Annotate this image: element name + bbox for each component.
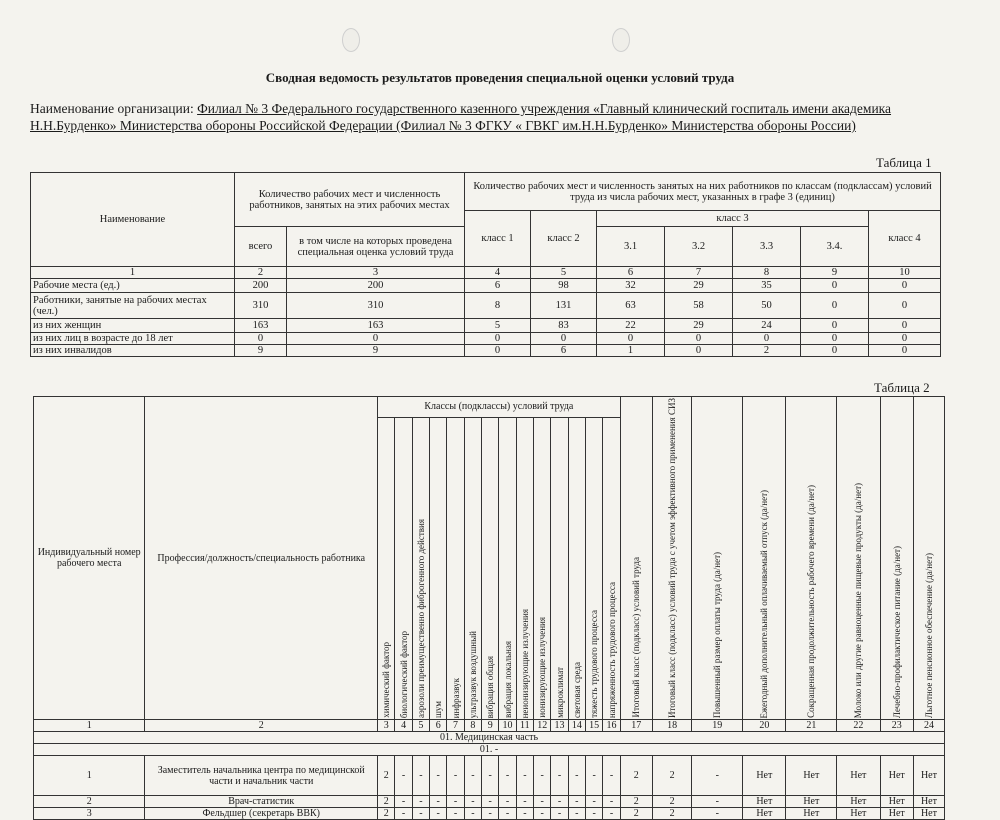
organization-name: Филиал № 3 Федерального государственного казенного учреждения «Главный клинический госпиталь имени академика Н.Н.Бурденко» Министерства обороны Российской Федерации (Филиал № 3 ФГКУ « ГВКГ им.Н.Н.Бурденко» Министерства обороны России): [30, 101, 892, 133]
t2-col-number: 1: [34, 720, 145, 732]
t1-col-number: 3: [287, 267, 465, 279]
t2-header-v14: [603, 417, 620, 719]
t1-cell: 0: [801, 345, 869, 357]
t1-row: [31, 345, 941, 357]
t2-cell: -: [447, 808, 464, 820]
t1-row: [31, 279, 941, 293]
t2-cell: Нет: [880, 756, 913, 796]
t2-cell: -: [499, 756, 516, 796]
t2-header-v7: [482, 417, 499, 719]
t2-row-profession: Фельдшер (секретарь ВВК): [145, 808, 378, 820]
table1-caption: Таблица 1: [876, 155, 932, 170]
t2-cell: -: [516, 756, 533, 796]
t1-cell: 0: [801, 333, 869, 345]
t1-col-number: 10: [869, 267, 941, 279]
t2-cell: -: [551, 808, 568, 820]
t2-cell: 2: [620, 756, 652, 796]
t1-header-assessed: в том числе на которых проведена специальная оценка условий труда: [287, 227, 465, 267]
t1-col-number: 8: [733, 267, 801, 279]
t2-col-number: 19: [692, 720, 743, 732]
t2-vertical-label: вибрация общая: [485, 655, 496, 718]
t2-cell: 2: [652, 796, 692, 808]
t2-cell: -: [412, 808, 429, 820]
t1-cell: 0: [869, 333, 941, 345]
t1-cell: 163: [235, 319, 287, 333]
t1-col-number: 4: [465, 267, 531, 279]
t1-col-number: 6: [597, 267, 665, 279]
t2-col-number: 4: [395, 720, 412, 732]
table2-caption: Таблица 2: [874, 380, 930, 395]
t2-header-v13: [586, 417, 603, 719]
t2-cell: -: [568, 796, 585, 808]
t2-header-classes: Классы (подклассы) условий труда: [378, 397, 621, 418]
t1-cell: 0: [801, 319, 869, 333]
t2-row-profession: Заместитель начальника центра по медицинской части и начальник части: [145, 756, 378, 796]
t2-header-v17: Повышенный размер оплаты труда (да/нет): [692, 397, 743, 720]
t1-cell: 0: [869, 279, 941, 293]
t1-cell: 29: [665, 319, 733, 333]
t1-col-number: 9: [801, 267, 869, 279]
t2-cell: -: [534, 808, 551, 820]
t1-cell: 63: [597, 293, 665, 319]
t2-header-v21: Лечебно-профилактическое питание (да/нет): [880, 397, 913, 720]
t2-header-v6: [464, 417, 481, 719]
t1-cell: 2: [733, 345, 801, 357]
t2-cell: -: [692, 808, 743, 820]
t1-cell: 0: [869, 319, 941, 333]
t2-cell: -: [603, 796, 620, 808]
t1-cell: 6: [531, 345, 597, 357]
t2-cell: -: [482, 756, 499, 796]
t1-cell: 0: [869, 345, 941, 357]
t2-cell: -: [516, 808, 533, 820]
t2-vertical-label: ультразвук воздушный: [467, 630, 478, 718]
punch-hole-icon: [612, 28, 630, 52]
t2-vertical-label: инфразвук: [450, 677, 461, 718]
t2-cell: -: [447, 756, 464, 796]
t2-cell: 2: [620, 796, 652, 808]
t1-cell: 200: [287, 279, 465, 293]
t1-cell: 0: [235, 333, 287, 345]
t2-cell: -: [395, 756, 412, 796]
t2-cell: -: [395, 796, 412, 808]
t2-header-v19: Сокращенная продолжительность рабочего времени (да/нет): [786, 397, 837, 720]
t2-cell: -: [692, 756, 743, 796]
t2-cell: -: [516, 796, 533, 808]
t2-header-v11: [551, 417, 568, 719]
t2-section-row: 01. Медицинская часть: [34, 732, 945, 744]
t2-cell: -: [499, 796, 516, 808]
t2-col-number: 8: [464, 720, 481, 732]
t1-row-name: Работники, занятые на рабочих местах (чел.): [31, 293, 235, 319]
t2-cell: -: [568, 808, 585, 820]
t2-row: [34, 756, 945, 796]
t2-cell: Нет: [786, 756, 837, 796]
t1-row: [31, 333, 941, 345]
t2-header-v15: Итоговый класс (подкласс) условий труда: [620, 397, 652, 720]
t1-header-total: всего: [235, 227, 287, 267]
t2-header-v3: [412, 417, 429, 719]
t2-col-number: 9: [482, 720, 499, 732]
t1-header-count: Количество рабочих мест и численность работников, занятых на этих рабочих местах: [235, 173, 465, 227]
t2-col-number: 16: [603, 720, 620, 732]
t1-cell: 0: [801, 293, 869, 319]
t2-cell: -: [534, 756, 551, 796]
t2-cell: Нет: [786, 808, 837, 820]
t2-cell: Нет: [743, 796, 786, 808]
t2-cell: Нет: [880, 796, 913, 808]
t1-cell: 0: [869, 293, 941, 319]
t1-cell: 0: [597, 333, 665, 345]
t2-vertical-label: вибрация локальная: [502, 640, 513, 718]
t1-cell: 83: [531, 319, 597, 333]
t1-col-number: 1: [31, 267, 235, 279]
t1-cell: 0: [665, 345, 733, 357]
t2-col-number: 2: [145, 720, 378, 732]
t2-cell: -: [430, 796, 447, 808]
t2-cell: Нет: [743, 756, 786, 796]
t2-cell: -: [603, 756, 620, 796]
t1-cell: 58: [665, 293, 733, 319]
t2-col-number: 21: [786, 720, 837, 732]
t2-cell: -: [430, 756, 447, 796]
t2-header-v8: [499, 417, 516, 719]
t2-cell: Нет: [743, 808, 786, 820]
t2-cell: -: [447, 796, 464, 808]
t1-row-name: Рабочие места (ед.): [31, 279, 235, 293]
t1-cell: 163: [287, 319, 465, 333]
t2-row-profession: Врач-статистик: [145, 796, 378, 808]
t2-col-number: 14: [568, 720, 585, 732]
t2-column-numbers: [34, 720, 945, 732]
t2-vertical-label: химический фактор: [381, 642, 392, 718]
t2-cell: -: [482, 808, 499, 820]
t2-header-v1: [378, 417, 395, 719]
t2-vertical-label: ионизирующие излучения: [537, 617, 548, 718]
t1-cell: 0: [733, 333, 801, 345]
t2-col-number: 7: [447, 720, 464, 732]
t2-col-number: 10: [499, 720, 516, 732]
t2-vertical-label: биологический фактор: [398, 630, 409, 718]
t2-vertical-label: световая среда: [571, 662, 582, 718]
t2-cell: 2: [652, 756, 692, 796]
t2-header-v22: Льготное пенсионное обеспечение (да/нет): [913, 397, 944, 720]
t1-header-3-1: 3.1: [597, 227, 665, 267]
t2-col-number: 5: [412, 720, 429, 732]
t2-cell: Нет: [837, 756, 880, 796]
t2-header-v20: Молоко или другие равноценные пищевые продукты (да/нет): [837, 397, 880, 720]
t1-row-name: из них женщин: [31, 319, 235, 333]
t1-row: [31, 293, 941, 319]
t1-cell: 5: [465, 319, 531, 333]
t2-cell: -: [586, 808, 603, 820]
t1-row-name: из них инвалидов: [31, 345, 235, 357]
t2-col-number: 11: [516, 720, 533, 732]
t1-header-class2: класс 2: [531, 211, 597, 267]
t2-cell: -: [412, 796, 429, 808]
t2-header-v5: [447, 417, 464, 719]
t1-cell: 310: [287, 293, 465, 319]
organization-label: Наименование организации:: [30, 101, 194, 116]
t1-cell: 131: [531, 293, 597, 319]
t2-row: [34, 808, 945, 820]
t2-cell: -: [412, 756, 429, 796]
t1-cell: 6: [465, 279, 531, 293]
t2-cell: 2: [652, 808, 692, 820]
t1-cell: 8: [465, 293, 531, 319]
t2-cell: Нет: [913, 756, 944, 796]
t2-vertical-label: аэрозоли преимущественно фиброгенного действия: [415, 519, 426, 718]
t2-cell: 2: [378, 796, 395, 808]
t2-vertical-label: тяжесть трудового процесса: [589, 610, 600, 718]
t1-cell: 1: [597, 345, 665, 357]
t1-col-number: 5: [531, 267, 597, 279]
t1-row-name: из них лиц в возрасте до 18 лет: [31, 333, 235, 345]
t1-cell: 50: [733, 293, 801, 319]
t2-col-number: 17: [620, 720, 652, 732]
t2-cell: Нет: [880, 808, 913, 820]
t2-cell: -: [499, 808, 516, 820]
t2-header-id: Индивидуальный номер рабочего места: [34, 397, 145, 720]
t1-header-3-4: 3.4.: [801, 227, 869, 267]
t2-col-number: 23: [880, 720, 913, 732]
t2-col-number: 3: [378, 720, 395, 732]
t2-row-id: 1: [34, 756, 145, 796]
t1-cell: 0: [465, 345, 531, 357]
t2-row-id: 3: [34, 808, 145, 820]
t2-col-number: 13: [551, 720, 568, 732]
t2-col-number: 12: [534, 720, 551, 732]
t2-subsection-row: 01. -: [34, 744, 945, 756]
t1-cell: 0: [531, 333, 597, 345]
t2-vertical-label: шум: [433, 700, 444, 718]
organization-block: [30, 100, 945, 134]
t2-header-v10: [534, 417, 551, 719]
t2-cell: Нет: [913, 808, 944, 820]
t2-cell: Нет: [786, 796, 837, 808]
t2-cell: -: [692, 796, 743, 808]
t1-cell: 200: [235, 279, 287, 293]
t1-row: [31, 319, 941, 333]
t1-cell: 9: [287, 345, 465, 357]
t1-column-numbers: [31, 267, 941, 279]
t2-cell: Нет: [837, 796, 880, 808]
t2-header-v16: Итоговый класс (подкласс) условий труда с учетом эффективного применения СИЗ: [652, 397, 692, 720]
t2-cell: Нет: [913, 796, 944, 808]
t1-header-classes: Количество рабочих мест и численность занятых на них работников по классам (подклассам) условий труда из числа рабочих мест, указанных в графе 3 (единиц): [465, 173, 941, 211]
t2-col-number: 22: [837, 720, 880, 732]
t2-cell: -: [586, 796, 603, 808]
t1-cell: 29: [665, 279, 733, 293]
t1-cell: 35: [733, 279, 801, 293]
t2-vertical-label: микроклимат: [554, 667, 565, 718]
t2-cell: 2: [378, 756, 395, 796]
t1-header-class4: класс 4: [869, 211, 941, 267]
t2-header-v2: [395, 417, 412, 719]
t2-cell: -: [534, 796, 551, 808]
punch-hole-icon: [342, 28, 360, 52]
workplaces-table: [33, 396, 945, 820]
t2-cell: -: [464, 808, 481, 820]
t1-cell: 22: [597, 319, 665, 333]
t1-cell: 310: [235, 293, 287, 319]
t1-cell: 0: [665, 333, 733, 345]
t1-cell: 24: [733, 319, 801, 333]
t1-cell: 32: [597, 279, 665, 293]
t1-cell: 0: [287, 333, 465, 345]
t1-cell: 98: [531, 279, 597, 293]
t2-header-v12: [568, 417, 585, 719]
t2-cell: 2: [620, 808, 652, 820]
t2-header-v4: [430, 417, 447, 719]
t2-row: [34, 796, 945, 808]
t2-cell: -: [482, 796, 499, 808]
t2-vertical-label: напряженность трудового процесса: [606, 581, 617, 718]
t2-header-profession: Профессия/должность/специальность работника: [145, 397, 378, 720]
t1-col-number: 2: [235, 267, 287, 279]
t1-header-name: Наименование: [31, 173, 235, 267]
t2-cell: -: [551, 756, 568, 796]
t2-cell: -: [464, 756, 481, 796]
t2-col-number: 15: [586, 720, 603, 732]
t1-cell: 0: [465, 333, 531, 345]
t2-col-number: 24: [913, 720, 944, 732]
t2-col-number: 20: [743, 720, 786, 732]
t2-header-v9: [516, 417, 533, 719]
t1-cell: 9: [235, 345, 287, 357]
summary-table: [30, 172, 941, 357]
t2-header-v18: Ежегодный дополнительный оплачиваемый отпуск (да/нет): [743, 397, 786, 720]
t1-cell: 0: [801, 279, 869, 293]
t2-cell: -: [464, 796, 481, 808]
t2-cell: 2: [378, 808, 395, 820]
t2-cell: Нет: [837, 808, 880, 820]
t1-col-number: 7: [665, 267, 733, 279]
t2-cell: -: [586, 756, 603, 796]
t2-cell: -: [551, 796, 568, 808]
t2-cell: -: [603, 808, 620, 820]
t1-header-class1: класс 1: [465, 211, 531, 267]
t1-header-3-2: 3.2: [665, 227, 733, 267]
t2-row-id: 2: [34, 796, 145, 808]
t2-cell: -: [568, 756, 585, 796]
t2-cell: -: [430, 808, 447, 820]
document-title: Сводная ведомость результатов проведения специальной оценки условий труда: [265, 70, 735, 85]
t2-col-number: 18: [652, 720, 692, 732]
t1-header-class3: класс 3: [597, 211, 869, 227]
t2-vertical-label: неионизирующие излучения: [519, 608, 530, 718]
t2-col-number: 6: [430, 720, 447, 732]
t2-cell: -: [395, 808, 412, 820]
t1-header-3-3: 3.3: [733, 227, 801, 267]
